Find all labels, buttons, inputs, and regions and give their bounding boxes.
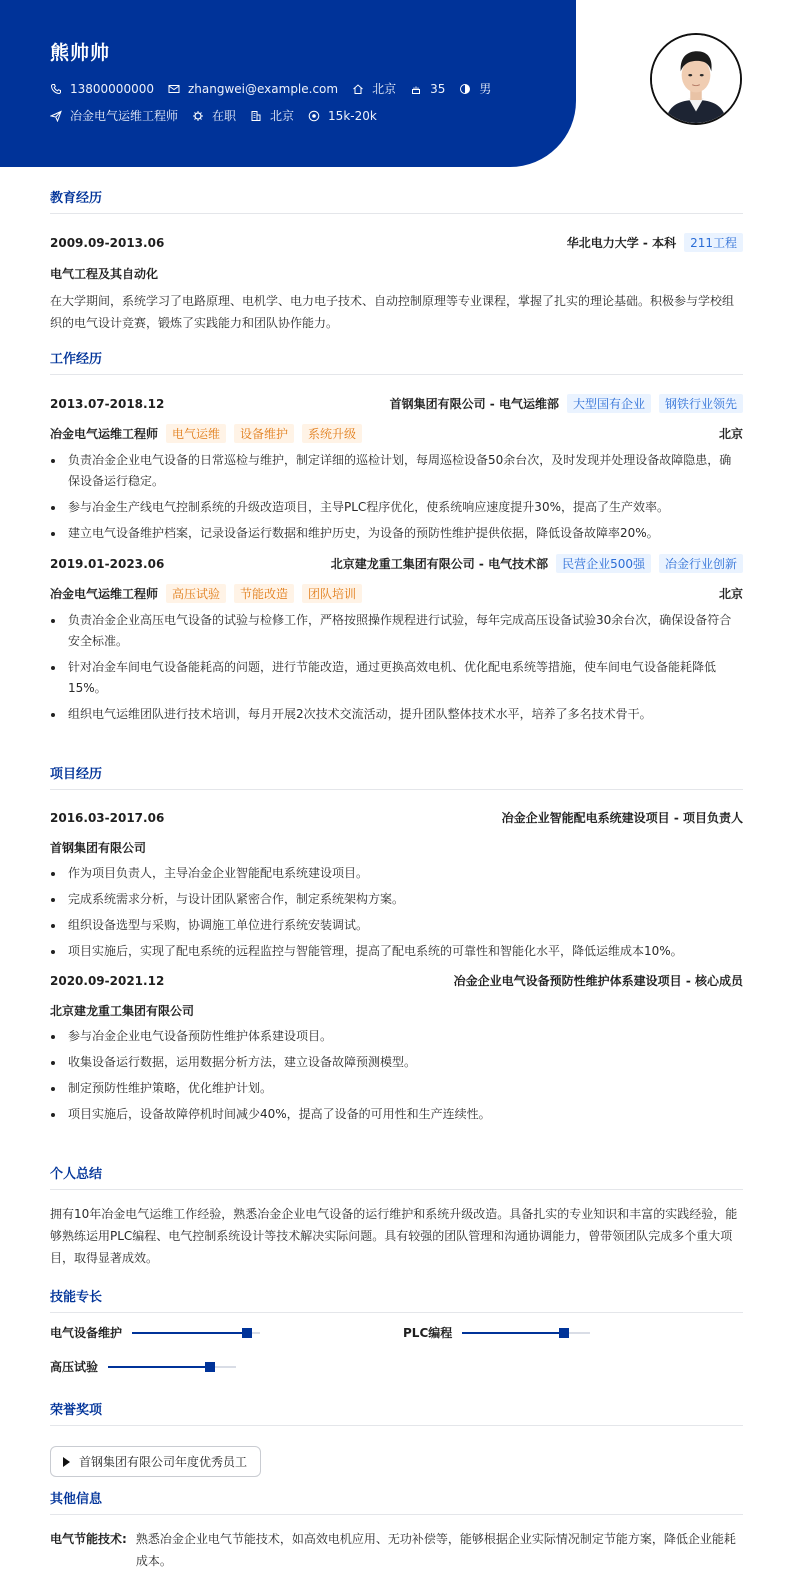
skill-name: 高压试验 (50, 1360, 99, 1374)
skill-bar-fill (132, 1332, 247, 1334)
caret-right-icon (63, 1457, 70, 1467)
project-name: 冶金企业电气设备预防性维护体系建设项目 - 核心成员 (453, 974, 743, 988)
skill-name: PLC编程 (403, 1326, 453, 1340)
list-item: 收集设备运行数据，运用数据分析方法，建立设备故障预测模型。 (50, 1052, 743, 1073)
city-text: 北京 (270, 109, 295, 123)
company-tag: 民营企业500强 (556, 554, 651, 573)
skill-item (403, 1324, 590, 1341)
phone-text: 13800000000 (70, 81, 154, 96)
list-item: 参与冶金生产线电气控制系统的升级改造项目，主导PLC程序优化，使系统响应速度提升30%，提高了生产效率。 (50, 497, 743, 518)
work-entry-header (50, 554, 743, 573)
skill-bar (462, 1332, 590, 1334)
other-section (50, 1488, 743, 1570)
work-company (390, 394, 743, 413)
skill-bar-fill (108, 1366, 210, 1368)
age-item (410, 82, 445, 96)
awards-list (50, 1446, 743, 1477)
list-item: 负责冶金企业高压电气设备的试验与检修工作，严格按照操作规程进行试验，每年完成高压设备试验30余台次，确保设备符合安全标准。 (50, 610, 743, 652)
project-bullets (50, 863, 743, 962)
work-company (331, 554, 743, 573)
project-date: 2016.03-2017.06 (50, 810, 165, 825)
position-item (50, 107, 178, 124)
skills-section (50, 1286, 743, 1382)
award-item[interactable] (50, 1446, 261, 1477)
salary-text: 15k-20k (328, 108, 377, 123)
status-icon (192, 110, 204, 122)
list-item: 针对冶金车间电气设备能耗高的问题，进行节能改造，通过更换高效电机、优化配电系统等措施，使车间电气设备能耗降低15%。 (50, 657, 743, 699)
work-date: 2013.07-2018.12 (50, 396, 165, 411)
status-item (192, 107, 236, 124)
project-entry-header (50, 972, 743, 989)
education-title: 教育经历 (50, 187, 743, 214)
project-name: 冶金企业智能配电系统建设项目 - 项目负责人 (501, 811, 743, 825)
role-tag: 团队培训 (302, 584, 362, 603)
role-name: 冶金电气运维工程师 (50, 587, 159, 601)
company-tag: 钢铁行业领先 (659, 394, 743, 413)
phone-icon (50, 83, 62, 95)
work-date: 2019.01-2023.06 (50, 556, 165, 571)
other-item (50, 1528, 743, 1570)
salary-item (308, 109, 377, 123)
position-text: 冶金电气运维工程师 (70, 109, 179, 123)
gender-item (459, 80, 491, 97)
other-label: 电气节能技术: (50, 1532, 127, 1546)
projects-title: 项目经历 (50, 763, 743, 790)
send-icon (50, 110, 62, 122)
list-item: 参与冶金企业电气设备预防性维护体系建设项目。 (50, 1026, 743, 1047)
mail-icon (168, 83, 180, 95)
awards-section (50, 1399, 743, 1477)
role-tag: 高压试验 (166, 584, 226, 603)
salary-icon (308, 110, 320, 122)
work-section (50, 348, 743, 730)
role-tag: 系统升级 (302, 424, 362, 443)
age-icon (410, 83, 422, 95)
company-name: 北京建龙重工集团有限公司 - 电气技术部 (330, 557, 549, 571)
skills-title: 技能专长 (50, 1286, 743, 1313)
list-item: 制定预防性维护策略，优化维护计划。 (50, 1078, 743, 1099)
skill-item (50, 1358, 236, 1375)
role-tag: 节能改造 (234, 584, 294, 603)
status-text: 在职 (212, 109, 237, 123)
education-description: 在大学期间，系统学习了电路原理、电机学、电力电子技术、自动控制原理等专业课程，掌握了扎实的理论基础。积极参与学校组织的电气设计竞赛，锻炼了实践能力和团队协作能力。 (50, 294, 735, 330)
school-name: 华北电力大学 - 本科 (566, 236, 677, 250)
city-item (250, 107, 294, 124)
project-entry (50, 809, 743, 962)
skill-bar-knob (242, 1328, 252, 1338)
email-item (168, 82, 338, 96)
list-item: 负责冶金企业电气设备的日常巡检与维护，制定详细的巡检计划，每周巡检设备50余台次，及时发现并处理设备故障隐患，确保设备运行稳定。 (50, 450, 743, 492)
work-entry (50, 394, 743, 544)
education-entry-header (50, 233, 743, 252)
summary-section (50, 1163, 743, 1269)
skill-item (50, 1324, 260, 1341)
school-tag: 211工程 (684, 233, 743, 252)
company-tag: 冶金行业创新 (659, 554, 743, 573)
company-tag: 大型国有企业 (567, 394, 651, 413)
work-role-row (50, 424, 743, 443)
list-item: 组织设备选型与采购，协调施工单位进行系统安装调试。 (50, 915, 743, 936)
work-title: 工作经历 (50, 348, 743, 375)
award-text: 首钢集团有限公司年度优秀员工 (79, 1455, 248, 1469)
list-item: 完成系统需求分析，与设计团队紧密合作，制定系统架构方案。 (50, 889, 743, 910)
role-tag: 设备维护 (234, 424, 294, 443)
role-tag: 电气运维 (166, 424, 226, 443)
candidate-name: 熊帅帅 (50, 42, 111, 64)
skill-bar-fill (462, 1332, 564, 1334)
summary-title: 个人总结 (50, 1163, 743, 1190)
project-date: 2020.09-2021.12 (50, 973, 165, 988)
hometown-item (352, 80, 396, 97)
work-entry (50, 554, 743, 725)
work-bullets (50, 450, 743, 544)
list-item: 作为项目负责人，主导冶金企业智能配电系统建设项目。 (50, 863, 743, 884)
work-entry-header (50, 394, 743, 413)
contact-row (50, 80, 505, 97)
project-bullets (50, 1026, 743, 1125)
summary-text: 拥有10年冶金电气运维工作经验，熟悉冶金企业电气设备的运行维护和系统升级改造。具备扎实的专业知识和丰富的实践经验，能够熟练运用PLC编程、电气控制系统设计等技术解决实际问题。具有较强的团队管理和沟通协调能力，曾带领团队完成多个重大项目，取得显著成效。 (50, 1207, 738, 1265)
list-item: 建立电气设备维护档案，记录设备运行数据和维护历史，为设备的预防性维护提供依据，降低设备故障率20%。 (50, 523, 743, 544)
skill-bar-knob (205, 1362, 215, 1372)
company-name: 首钢集团有限公司 - 电气运维部 (389, 397, 559, 411)
other-title: 其他信息 (50, 1488, 743, 1515)
work-bullets (50, 610, 743, 725)
job-row (50, 107, 391, 124)
list-item: 组织电气运维团队进行技术培训，每月开展2次技术交流活动，提升团队整体技术水平，培养了多名技术骨干。 (50, 704, 743, 725)
phone-item (50, 82, 154, 96)
work-location: 北京 (718, 427, 743, 441)
building-icon (250, 110, 262, 122)
skill-bar-knob (559, 1328, 569, 1338)
education-date: 2009.09-2013.06 (50, 235, 165, 250)
skill-bar (108, 1366, 236, 1368)
role-name: 冶金电气运维工程师 (50, 427, 159, 441)
list-item: 项目实施后，设备故障停机时间减少40%，提高了设备的可用性和生产连续性。 (50, 1104, 743, 1125)
home-icon (352, 83, 364, 95)
header-banner (0, 0, 576, 167)
education-section (50, 187, 743, 334)
work-location: 北京 (718, 587, 743, 601)
age-text: 35 (430, 81, 446, 96)
project-org: 首钢集团有限公司 (50, 841, 147, 855)
work-role (50, 584, 362, 603)
skill-bar (132, 1332, 260, 1334)
education-school (567, 233, 743, 252)
education-major: 电气工程及其自动化 (50, 267, 159, 281)
list-item: 项目实施后，实现了配电系统的远程监控与智能管理，提高了配电系统的可靠性和智能化水平，降低运维成本10%。 (50, 941, 743, 962)
awards-title: 荣誉奖项 (50, 1399, 743, 1426)
hometown-text: 北京 (372, 82, 397, 96)
project-entry (50, 972, 743, 1125)
avatar (650, 33, 742, 125)
work-role (50, 424, 362, 443)
gender-icon (459, 83, 471, 95)
skill-name: 电气设备维护 (50, 1326, 123, 1340)
work-role-row (50, 584, 743, 603)
projects-section (50, 763, 743, 1130)
project-org: 北京建龙重工集团有限公司 (50, 1004, 195, 1018)
email-text: zhangwei@example.com (187, 81, 339, 96)
project-entry-header (50, 809, 743, 826)
other-text: 熟悉冶金企业电气节能技术，如高效电机应用、无功补偿等，能够根据企业实际情况制定节能方案，降低企业能耗成本。 (135, 1532, 736, 1568)
gender-text: 男 (479, 82, 492, 96)
